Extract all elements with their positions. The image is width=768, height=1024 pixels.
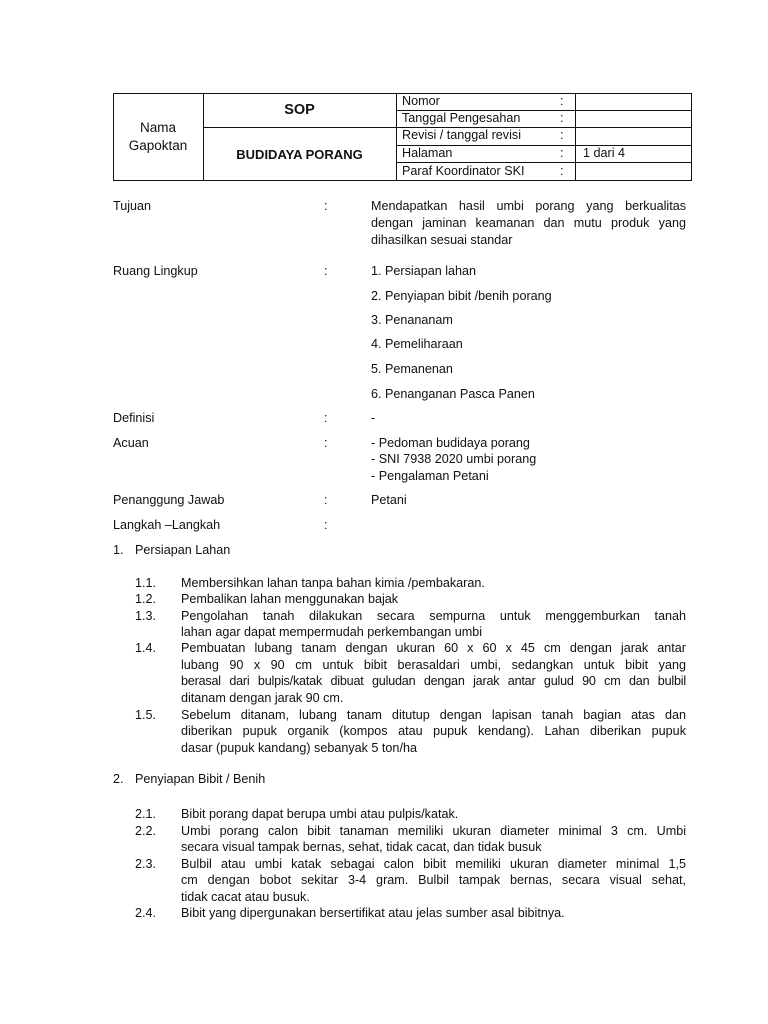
- scope-item: 6. Penanganan Pasca Panen: [371, 387, 535, 401]
- substep-line: lahan agar dapat mempermudah perkembangan umbi: [181, 625, 483, 639]
- field-separator: :: [560, 146, 564, 160]
- reference-item: - Pengalaman Petani: [371, 469, 489, 483]
- substep-number: 2.3.: [135, 857, 157, 871]
- step-number: 1.: [113, 543, 124, 557]
- substep-line: Umbi porang calon bibit tanaman memiliki ukuran diameter minimal 3 cm. Umbi: [181, 824, 686, 838]
- field-label-nomor: Nomor: [402, 94, 440, 108]
- definisi-value: -: [371, 411, 376, 425]
- sop-header-table: [113, 93, 692, 181]
- substep-line: Bibit yang dipergunakan bersertifikat atau jelas sumber asal bibitnya.: [181, 906, 565, 920]
- substep-line: lubang 90 x 90 cm untuk bibit berasaldari umbi, sedangkan untuk bibit yang: [181, 658, 686, 672]
- substep-number: 2.1.: [135, 807, 157, 821]
- field-label-halaman: Halaman: [402, 146, 453, 160]
- substep-line: Sebelum ditanam, lubang tanam ditutup dengan lapisan tanah bagian atas dan: [181, 708, 686, 722]
- section-separator: :: [324, 199, 328, 213]
- section-label-langkah: Langkah –Langkah: [113, 518, 221, 532]
- substep-line: Bibit porang dapat berupa umbi atau pulpis/katak.: [181, 807, 459, 821]
- field-label-revisi: Revisi / tanggal revisi: [402, 128, 521, 142]
- column-divider: [575, 93, 576, 181]
- document-title: BUDIDAYA PORANG: [236, 147, 363, 162]
- substep-number: 2.2.: [135, 824, 157, 838]
- section-separator: :: [324, 411, 328, 425]
- substep-line: Membersihkan lahan tanpa bahan kimia /pembakaran.: [181, 576, 485, 590]
- org-label: [113, 119, 203, 155]
- table-border-right: [691, 93, 692, 181]
- substep-line: Bulbil atau umbi katak sebagai calon bibit memiliki ukuran diameter minimal 1,5: [181, 857, 686, 871]
- section-label-penanggung-jawab: Penanggung Jawab: [113, 493, 225, 507]
- substep-number: 2.4.: [135, 906, 157, 920]
- section-label-tujuan: Tujuan: [113, 199, 152, 213]
- row-divider: [203, 127, 396, 128]
- field-separator: :: [560, 164, 564, 178]
- substep-line: Pengolahan tanah dilakukan secara sempurna untuk menggemburkan tanah: [181, 609, 686, 623]
- scope-item: 1. Persiapan lahan: [371, 264, 477, 278]
- penanggung-jawab-value: Petani: [371, 493, 407, 507]
- scope-item: 3. Penananam: [371, 313, 453, 327]
- reference-item: - SNI 7938 2020 umbi porang: [371, 452, 537, 466]
- tujuan-line: dihasilkan sesuai standar: [371, 233, 513, 247]
- field-value-halaman: 1 dari 4: [583, 146, 626, 160]
- substep-number: 1.3.: [135, 609, 157, 623]
- column-divider: [396, 93, 397, 181]
- substep-line: Pembuatan lubang tanam dengan ukuran 60 x 60 x 45 cm dengan jarak antar: [181, 641, 686, 655]
- scope-item: 2. Penyiapan bibit /benih porang: [371, 289, 552, 303]
- scope-item: 4. Pemeliharaan: [371, 337, 463, 351]
- step-title: Persiapan Lahan: [135, 543, 231, 557]
- substep-number: 1.4.: [135, 641, 157, 655]
- field-label-tanggal-pengesahan: Tanggal Pengesahan: [402, 111, 521, 125]
- substep-line: cm dengan bobot sekitar 3-4 gram. Bulbil tampak bernas, secara visual sehat,: [181, 873, 686, 887]
- substep-number: 1.1.: [135, 576, 157, 590]
- sop-label: SOP: [284, 102, 315, 118]
- reference-item: - Pedoman budidaya porang: [371, 436, 530, 450]
- substep-line: diberikan pupuk organik (kompos atau pupuk kendang). Lahan diberikan pupuk: [181, 724, 686, 738]
- section-label-definisi: Definisi: [113, 411, 155, 425]
- section-separator: :: [324, 518, 328, 532]
- section-separator: :: [324, 436, 328, 450]
- tujuan-line: Mendapatkan hasil umbi porang yang berkualitas: [371, 199, 686, 213]
- field-separator: :: [560, 128, 564, 142]
- field-separator: :: [560, 111, 564, 125]
- substep-line: tidak cacat atau busuk.: [181, 890, 310, 904]
- substep-line: secara visual tampak bernas, sehat, tidak cacat, dan tidak busuk: [181, 840, 542, 854]
- substep-line: dasar (pupuk kandang) sebanyak 5 ton/ha: [181, 741, 417, 755]
- section-separator: :: [324, 264, 328, 278]
- section-label-acuan: Acuan: [113, 436, 149, 450]
- tujuan-line: dengan jaminan keamanan dan mutu produk yang: [371, 216, 686, 230]
- section-label-ruang-lingkup: Ruang Lingkup: [113, 264, 198, 278]
- substep-line: Pembalikan lahan menggunakan bajak: [181, 592, 399, 606]
- org-label-line: Gapoktan: [128, 138, 188, 153]
- field-label-paraf: Paraf Koordinator SKI: [402, 164, 525, 178]
- step-title: Penyiapan Bibit / Benih: [135, 772, 266, 786]
- org-label-line: Nama: [139, 120, 176, 135]
- substep-line: berasal dari bulpis/katak dibuat guludan dengan jarak antar gulud 90 cm dan bulbil: [181, 674, 686, 688]
- field-separator: :: [560, 94, 564, 108]
- scope-item: 5. Pemanenan: [371, 362, 453, 376]
- step-number: 2.: [113, 772, 124, 786]
- table-border-bottom: [113, 180, 692, 181]
- substep-line: ditanam dengan jarak 90 cm.: [181, 691, 344, 705]
- substep-number: 1.5.: [135, 708, 157, 722]
- substep-number: 1.2.: [135, 592, 157, 606]
- section-separator: :: [324, 493, 328, 507]
